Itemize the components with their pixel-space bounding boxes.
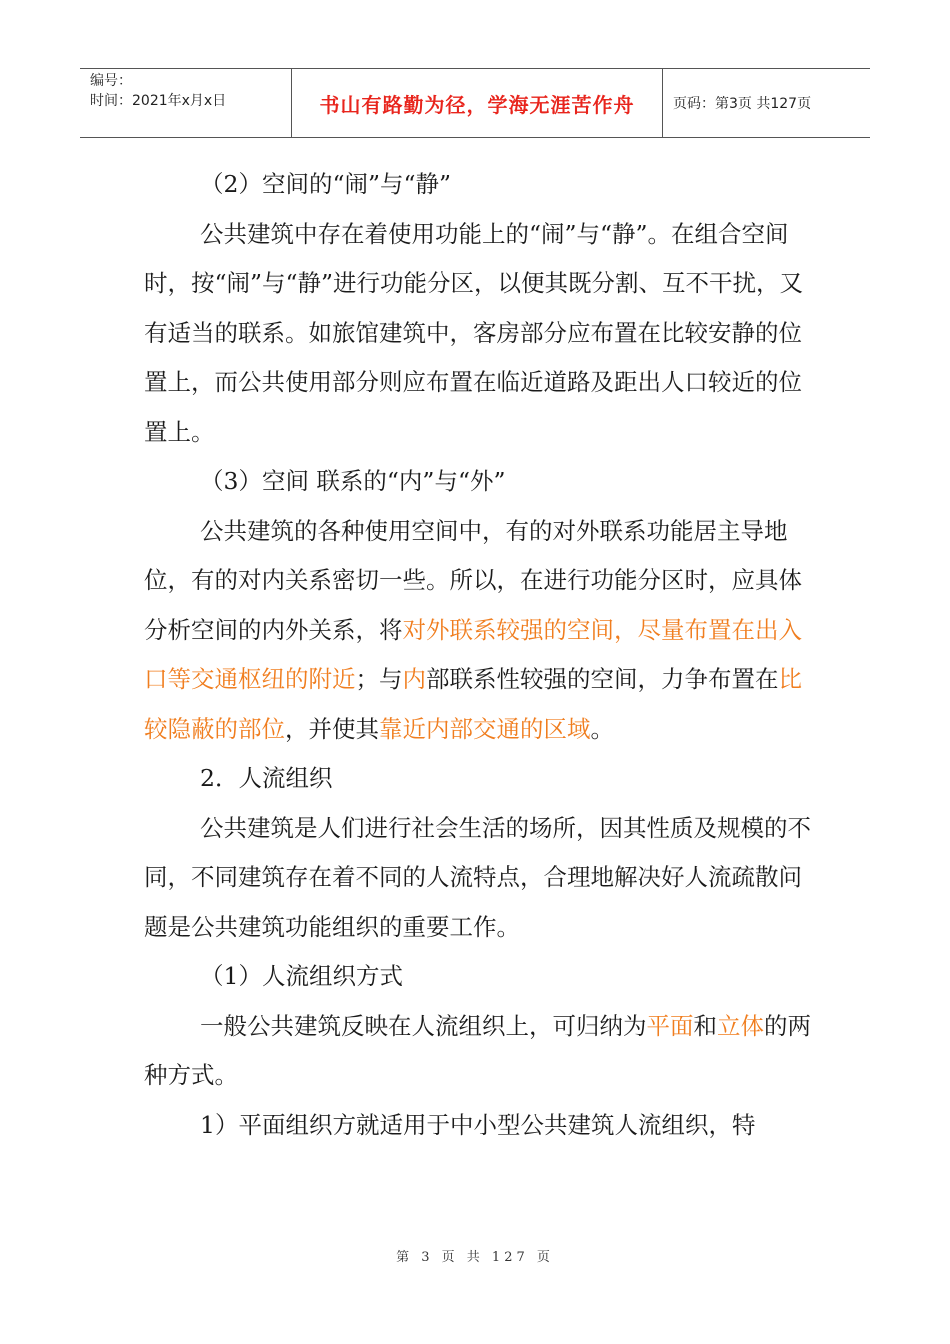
highlight-text: 平面 (646, 1011, 694, 1040)
highlight-text: 对外联系较强的空间，尽量布置在出入口等交通枢纽的附近 (144, 615, 802, 693)
paragraph-noise-quiet: 公共建筑中存在着使用功能上的“闹”与“静”。在组合空间时，按“闹”与“静”进行功能分区，以便其既分割、互不干扰，又有适当的联系。如旅馆建筑中，客房部分应布置在比较安静的位置上，而公共使用部分则应布置在临近道路及距出人口较近的位置上。 (144, 219, 804, 446)
section-heading-people-flow: 2．人流组织 (200, 764, 333, 792)
paragraph-plane-organization: 1）平面组织方就适用于中小型公共建筑人流组织，特 (200, 1110, 756, 1139)
motto: 书山有路勤为径，学海无涯苦作舟 (291, 69, 663, 137)
subheading-inner-outer: （3）空间 联系的“内”与“外” (200, 467, 506, 495)
highlight-text: 内 (402, 665, 426, 693)
highlight-text: 比较隐蔽的部位 (144, 665, 802, 743)
highlight-text: 靠近内部交通的区域 (379, 714, 591, 743)
number-label: 编号： (90, 73, 132, 89)
paragraph-flow-methods: 一般公共建筑反映在人流组织上，可归纳为平面和立体的两种方式。 (144, 1011, 811, 1089)
paragraph-inner-outer: 公共建筑的各种使用空间中，有的对外联系功能居主导地位，有的对内关系密切一些。所以，在进行功能分区时，应具体分析空间的内外关系，将对外联系较强的空间，尽量布置在出入口等交通枢纽的附近；与内部联系性较强的空间，力争布置在比较隐蔽的部位，并使其靠近内部交通的区域。 (144, 516, 802, 743)
subheading-flow-methods: （1）人流组织方式 (200, 962, 403, 990)
page-label: 页码：第3页 共127页 (673, 96, 812, 112)
subheading-noise-quiet: （2）空间的“闹”与“静” (200, 170, 452, 198)
document-body (144, 160, 814, 1150)
page-header (80, 68, 870, 138)
page-footer: 第 3 页 共 127 页 (396, 1250, 554, 1265)
highlight-text: 立体 (717, 1011, 764, 1040)
paragraph-people-flow: 公共建筑是人们进行社会生活的场所，因其性质及规模的不同，不同建筑存在着不同的人流特点，合理地解决好人流疏散问题是公共建筑功能组织的重要工作。 (144, 813, 811, 941)
header-meta (80, 69, 291, 137)
time-label: 时间：2021年x月x日 (90, 93, 227, 109)
